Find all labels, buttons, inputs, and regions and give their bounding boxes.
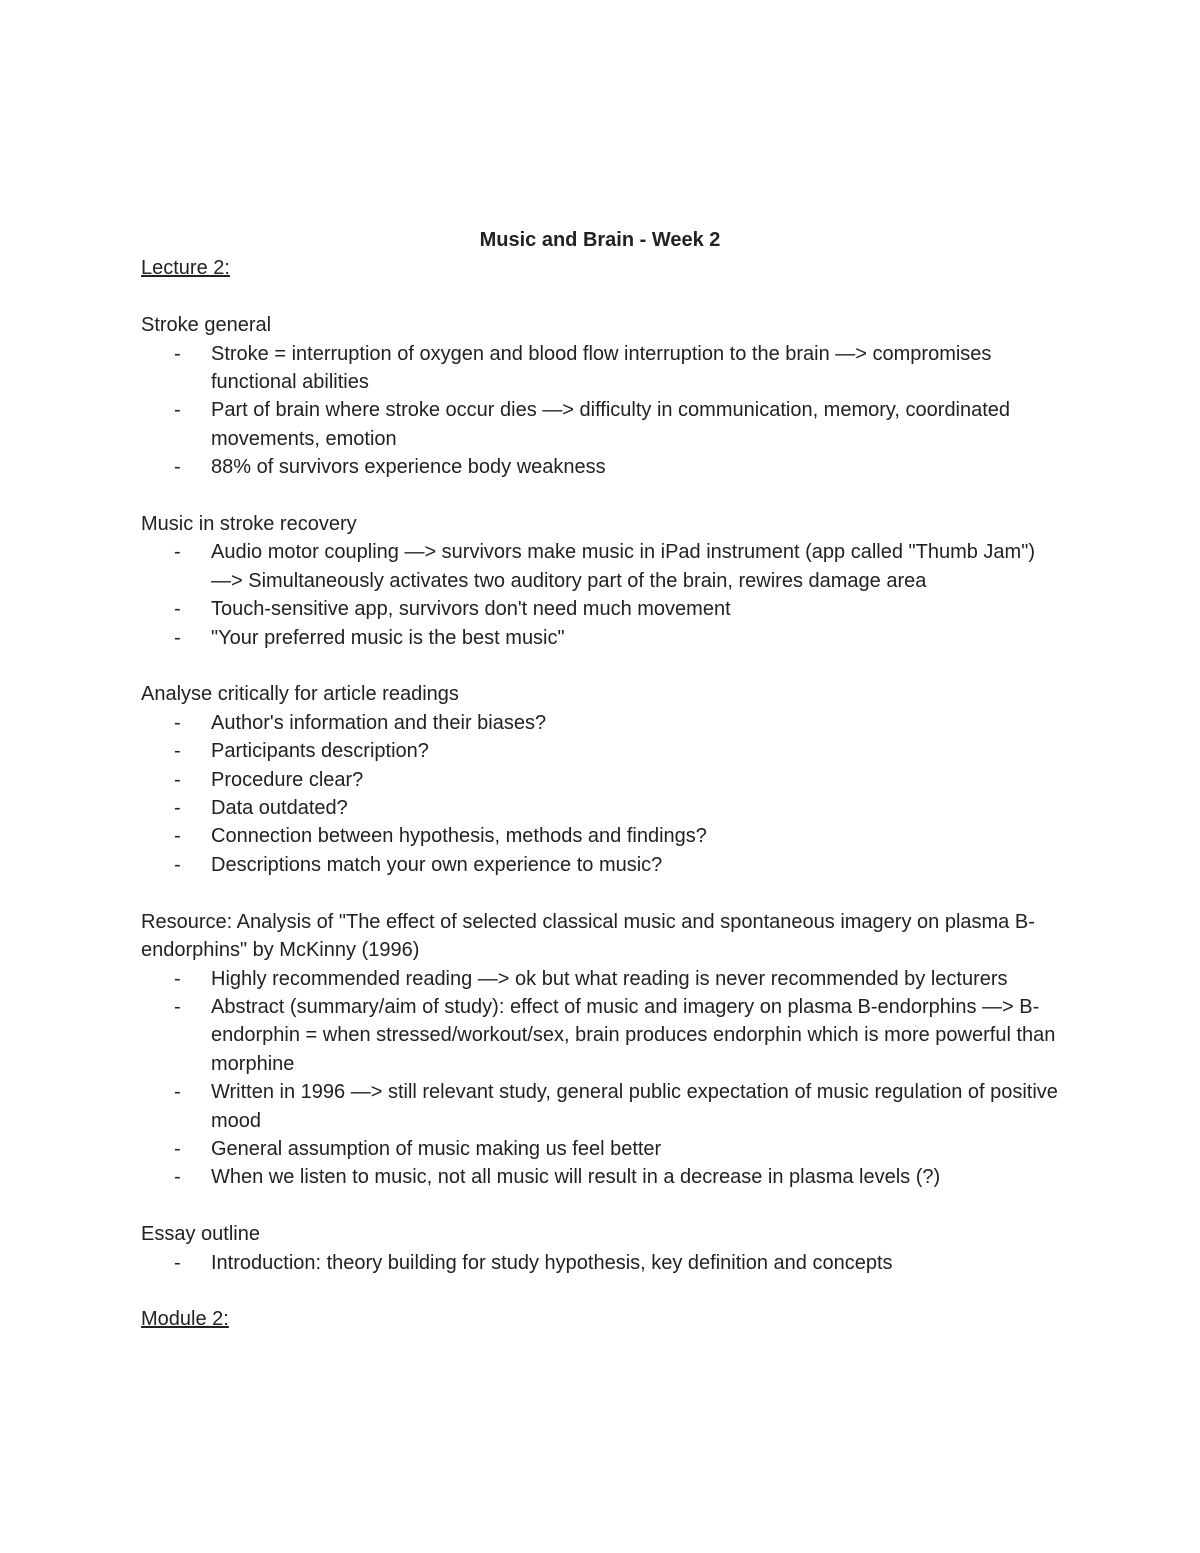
bullet-dash: -	[174, 1081, 181, 1104]
list-item-text: Written in 1996 —> still relevant study, general public expectation of music regulation of positive mood	[211, 1081, 1058, 1132]
list-item	[141, 709, 1059, 737]
list-item-text: Connection between hypothesis, methods and findings?	[211, 825, 707, 848]
list-item-text: Part of brain where stroke occur dies —> difficulty in communication, memory, coordinated movements, emotion	[211, 399, 1011, 450]
list-item	[141, 766, 1059, 794]
list-item-text: Touch-sensitive app, survivors don't need much movement	[211, 598, 731, 621]
music-recovery-list	[141, 538, 1059, 652]
list-item-text: Participants description?	[211, 740, 429, 763]
list-item-text: Stroke = interruption of oxygen and blood flow interruption to the brain —> compromises functional abilities	[211, 342, 992, 394]
bullet-dash: -	[174, 967, 181, 990]
list-item	[141, 538, 1059, 595]
list-item-text: When we listen to music, not all music will result in a decrease in plasma levels (?)	[211, 1166, 941, 1189]
list-item-text: General assumption of music making us feel better	[211, 1137, 662, 1160]
bullet-dash: -	[174, 342, 181, 365]
lecture-heading: Lecture 2:	[141, 257, 230, 280]
essay-list	[141, 1249, 1059, 1277]
section-title-resource: Resource: Analysis of "The effect of selected classical music and spontaneous imagery on plasma B-endorphins" by McKinny (1996)	[141, 910, 1035, 962]
section-title-analyse: Analyse critically for article readings	[141, 683, 459, 706]
list-item	[141, 851, 1059, 879]
bullet-dash: -	[174, 456, 181, 479]
list-item-text: "Your preferred music is the best music"	[211, 626, 565, 649]
list-item	[141, 965, 1059, 993]
bullet-dash: -	[174, 541, 181, 564]
bullet-dash: -	[174, 1137, 181, 1160]
list-item	[141, 595, 1059, 623]
list-item	[141, 1135, 1059, 1163]
list-item-text: Author's information and their biases?	[211, 711, 547, 734]
resource-list	[141, 965, 1059, 1192]
list-item-text: Abstract (summary/aim of study): effect of music and imagery on plasma B-endorphins —> B-endorphin = when stressed/workout/sex, brain produces endorphin which is more powerful than morphine	[211, 995, 1056, 1075]
blank-line	[141, 879, 1059, 907]
bullet-dash: -	[174, 1251, 181, 1274]
section-title-stroke-general: Stroke general	[141, 314, 272, 337]
list-item	[141, 340, 1059, 397]
list-item-text: Introduction: theory building for study hypothesis, key definition and concepts	[211, 1251, 893, 1274]
bullet-dash: -	[174, 399, 181, 422]
list-item-text: Audio motor coupling —> survivors make music in iPad instrument (app called "Thumb Jam") —> Simultaneously activates two auditory part of the brain, rewires damage area	[211, 541, 1035, 592]
blank-line	[141, 1192, 1059, 1220]
list-item-text: Data outdated?	[211, 797, 348, 820]
list-item	[141, 1163, 1059, 1191]
module-heading: Module 2:	[141, 1308, 229, 1331]
list-item-text: Procedure clear?	[211, 768, 364, 791]
document-content	[141, 226, 1059, 1334]
bullet-dash: -	[174, 626, 181, 649]
stroke-general-list	[141, 340, 1059, 482]
bullet-dash: -	[174, 711, 181, 734]
bullet-dash: -	[174, 825, 181, 848]
list-item	[141, 396, 1059, 453]
bullet-dash: -	[174, 853, 181, 876]
section-title-essay: Essay outline	[141, 1223, 260, 1246]
bullet-dash: -	[174, 797, 181, 820]
blank-line	[141, 283, 1059, 311]
list-item	[141, 737, 1059, 765]
list-item-text: Highly recommended reading —> ok but what reading is never recommended by lecturers	[211, 967, 1008, 990]
bullet-dash: -	[174, 740, 181, 763]
blank-line	[141, 482, 1059, 510]
page-title: Music and Brain - Week 2	[479, 229, 721, 251]
list-item	[141, 993, 1059, 1078]
bullet-dash: -	[174, 995, 181, 1018]
list-item-text: Descriptions match your own experience to music?	[211, 853, 663, 876]
list-item-text: 88% of survivors experience body weakness	[211, 456, 606, 479]
list-item	[141, 1249, 1059, 1277]
blank-line	[141, 652, 1059, 680]
list-item	[141, 794, 1059, 822]
section-title-music-recovery: Music in stroke recovery	[141, 513, 357, 536]
blank-line	[141, 1277, 1059, 1305]
list-item	[141, 822, 1059, 850]
analyse-list	[141, 709, 1059, 879]
bullet-dash: -	[174, 768, 181, 791]
list-item	[141, 1078, 1059, 1135]
bullet-dash: -	[174, 1166, 181, 1189]
list-item	[141, 624, 1059, 652]
bullet-dash: -	[174, 598, 181, 621]
list-item	[141, 453, 1059, 481]
